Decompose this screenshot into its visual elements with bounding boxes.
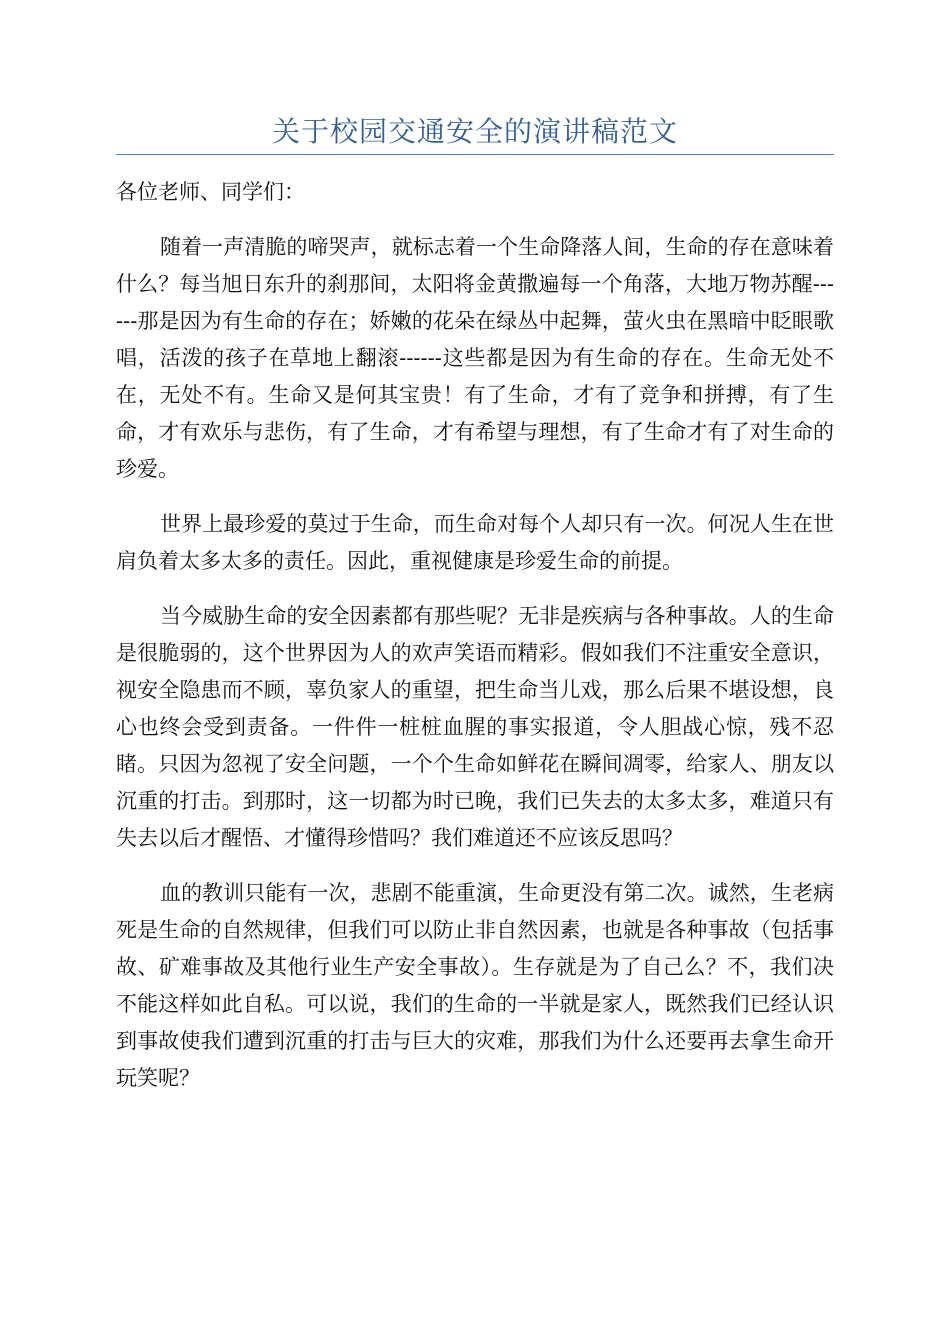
salutation: 各位老师、同学们： — [116, 180, 305, 204]
document-body — [116, 174, 834, 1115]
paragraph-2: 世界上最珍爱的莫过于生命，而生命对每个人却只有一次。何况人生在世肩负着太多太多的责任。因此，重视健康是珍爱生命的前提。 — [116, 512, 834, 573]
paragraph-1: 随着一声清脆的啼哭声，就标志着一个生命降落人间，生命的存在意味着什么？每当旭日东升的刹那间，太阳将金黄撒遍每一个角落，大地万物苏醒------那是因为有生命的存在；娇嫩的花朵在绿丛中起舞，萤火虫在黑暗中眨眼歌唱，活泼的孩子在草地上翻滚------这些都是因为有生命的存在。生命无处不在，无处不有。生命又是何其宝贵！有了生命，才有了竞争和拼搏，有了生命，才有欢乐与悲伤，有了生命，才有希望与理想，有了生命才有了对生命的珍爱。 — [116, 235, 834, 481]
paragraph-4: 血的教训只能有一次，悲剧不能重演，生命更没有第二次。诚然，生老病死是生命的自然规律，但我们可以防止非自然因素，也就是各种事故（包括事故、矿难事故及其他行业生产安全事故）。生存就是为了自己么？不，我们决不能这样如此自私。可以说，我们的生命的一半就是家人，既然我们已经认识到事故使我们遭到沉重的打击与巨大的灾难，那我们为什么还要再去拿生命开玩笑呢？ — [116, 881, 834, 1090]
title-underline — [116, 154, 834, 155]
paragraph-3: 当今威胁生命的安全因素都有那些呢？无非是疾病与各种事故。人的生命是很脆弱的，这个世界因为人的欢声笑语而精彩。假如我们不注重安全意识，视安全隐患而不顾，辜负家人的重望，把生命当儿戏，那么后果不堪设想，良心也终会受到责备。一件件一桩桩血腥的事实报道，令人胆战心惊，残不忍睹。只因为忽视了安全问题，一个个生命如鲜花在瞬间凋零，给家人、朋友以沉重的打击。到那时，这一切都为时已晚，我们已失去的太多太多，难道只有失去以后才醒悟、才懂得珍惜吗？我们难道还不应该反思吗？ — [116, 604, 834, 850]
document-title: 关于校园交通安全的演讲稿范文 — [271, 115, 678, 148]
